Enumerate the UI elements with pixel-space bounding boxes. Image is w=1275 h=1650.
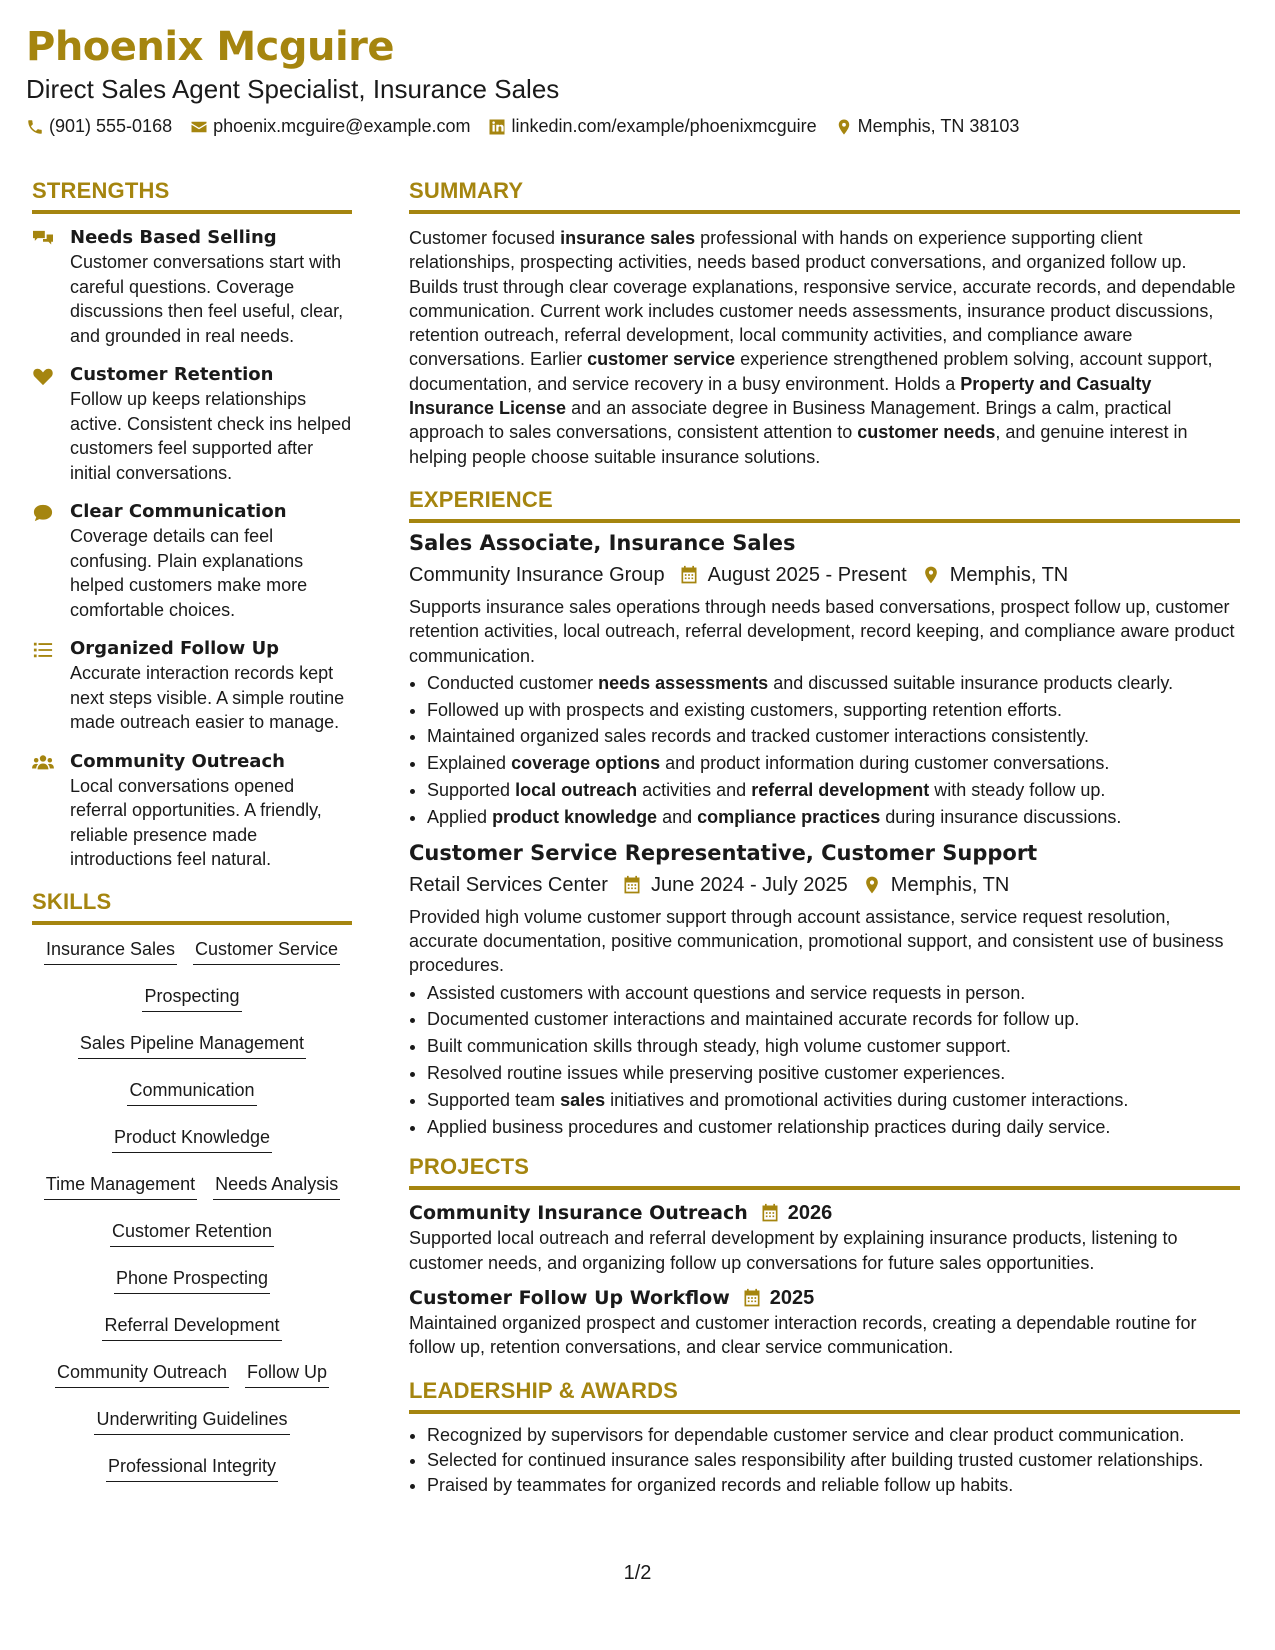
job-bullet (427, 1114, 1240, 1141)
project-header (409, 1285, 1240, 1311)
text-run: Conducted customer (427, 672, 599, 693)
text-run: Applied business procedures and customer relationship practices during daily service. (427, 1116, 1111, 1137)
experience-heading: EXPERIENCE (409, 486, 553, 512)
skill-tag: Insurance Sales (44, 937, 177, 965)
project-description: Supported local outreach and referral development by explaining insurance products, listening to customer needs, and organizing follow up conversations for future sales opportunities. (409, 1228, 1178, 1273)
phone-icon (26, 118, 44, 136)
skill-tag: Customer Retention (110, 1219, 274, 1247)
text-run: initiatives and promotional activities during customer interactions. (605, 1089, 1129, 1110)
awards-list (409, 1422, 1240, 1500)
skill-tag: Customer Service (193, 937, 340, 965)
skill-tag: Time Management (44, 1172, 197, 1200)
envelope-icon (190, 118, 208, 136)
bold-text: customer needs (857, 422, 996, 443)
strength-title: Needs Based Selling (70, 227, 277, 248)
strength-description: Customer conversations start with careful questions. Coverage discussions then feel useful, clear, and grounded in real needs. (70, 252, 344, 346)
skill-tag: Communication (127, 1078, 256, 1106)
text-run: Explained (427, 753, 512, 774)
strength-item (32, 750, 352, 872)
job-bullet (427, 697, 1240, 724)
job-meta (409, 871, 1240, 899)
text-run: , and genuine interest in helping people choose suitable insurance solutions. (409, 422, 1188, 467)
list-icon (32, 640, 54, 660)
job-bullet (427, 980, 1240, 1007)
skill-tag: Needs Analysis (213, 1172, 340, 1200)
job-entry (409, 529, 1240, 831)
skill-tag: Professional Integrity (106, 1454, 278, 1482)
bold-text: compliance practices (697, 806, 881, 827)
calendar-icon (760, 1203, 780, 1223)
skills-heading: SKILLS (32, 888, 112, 914)
text-run: professional with hands on experience supporting client relationships, prospecting activities, needs based product conversations, and organized follow up. Builds trust through clear coverage explanations, responsive service, accurate records, and dependable communication. Current work includes customer needs assessments, insurance product discussions, retention outreach, referral development, local community activities, and compliance aware conversations. Earlier (409, 228, 1236, 370)
strength-description: Local conversations opened referral opportunities. A friendly, reliable presence made introductions feel natural. (70, 775, 322, 869)
page-number: 1/2 (623, 1562, 652, 1584)
skill-tag: Underwriting Guidelines (94, 1407, 289, 1435)
users-icon (32, 753, 54, 773)
project-entry (409, 1285, 1240, 1360)
text-run: with steady follow up. (929, 780, 1106, 801)
calendar-icon (622, 875, 642, 895)
contact-location-text: Memphis, TN 38103 (857, 116, 1020, 136)
text-run: during insurance discussions. (880, 806, 1122, 827)
bold-text: referral development (751, 780, 930, 801)
strength-item (32, 363, 352, 485)
chat-bubbles-icon (32, 229, 54, 249)
strength-title: Organized Follow Up (70, 638, 280, 659)
contact-linkedin-text: linkedin.com/example/phoenixmcguire (511, 116, 817, 136)
skills-list (32, 937, 352, 1501)
text-run: Applied (427, 806, 493, 827)
bold-text: needs assessments (598, 672, 769, 693)
text-run: Customer focused (409, 228, 561, 248)
strength-item (32, 226, 352, 348)
candidate-title: Direct Sales Agent Specialist, Insurance Sales (26, 74, 560, 104)
award-item: • Recognized by supervisors for dependable customer service and clear product communication. (427, 1422, 1240, 1449)
bold-text: customer service (587, 349, 736, 370)
map-pin-icon (862, 875, 882, 895)
left-column (32, 176, 352, 1501)
text-run: experience strengthened problem solving, account support, documentation, and service recovery in a busy environment. Holds a (409, 349, 1213, 394)
job-bullet (427, 670, 1240, 697)
skill-tag: Referral Development (102, 1313, 281, 1341)
project-year: 2025 (769, 1286, 815, 1309)
text-run: Resolved routine issues while preserving positive customer experiences. (427, 1062, 1006, 1083)
strength-item (32, 637, 352, 735)
job-bullet (427, 723, 1240, 750)
job-bullets (409, 980, 1240, 1141)
award-item: • Selected for continued insurance sales responsibility after building trusted customer relationships. (427, 1448, 1240, 1472)
strengths-heading: STRENGTHS (32, 178, 170, 203)
job-title: Sales Associate, Insurance Sales (409, 530, 796, 555)
job-bullet (427, 1033, 1240, 1060)
job-title: Customer Service Representative, Customer Support (409, 840, 1038, 865)
text-run: Built communication skills through steady, high volume customer support. (427, 1036, 1011, 1057)
job-bullet (427, 1006, 1240, 1033)
job-meta (409, 561, 1240, 589)
text-run: Supported (427, 780, 516, 801)
skill-tag: Sales Pipeline Management (78, 1031, 306, 1059)
skill-tag: Community Outreach (55, 1360, 229, 1388)
text-run: Followed up with prospects and existing customers, supporting retention efforts. (427, 699, 1063, 720)
bold-text: Property and Casualty Insurance License (409, 373, 1152, 419)
contact-phone-text: (901) 555-0168 (49, 116, 173, 136)
contact-location (835, 116, 1020, 137)
strength-description: Accurate interaction records kept next steps visible. A simple routine made outreach easier to manage. (70, 663, 345, 732)
job-bullet (427, 804, 1240, 831)
job-location: Memphis, TN (949, 563, 1069, 586)
speech-bubble-icon (32, 503, 54, 523)
job-bullet (427, 1087, 1240, 1114)
job-company: Retail Services Center (409, 873, 608, 896)
job-bullet (427, 750, 1240, 777)
strength-description: Coverage details can feel confusing. Plain explanations helped customers make more comfortable choices. (70, 526, 308, 620)
job-dates: June 2024 - July 2025 (650, 873, 848, 896)
strength-title: Customer Retention (70, 364, 274, 385)
right-column (409, 176, 1240, 1499)
section-divider (409, 210, 1240, 214)
section-divider (409, 1186, 1240, 1190)
text-run: and an associate degree in Business Management. Brings a calm, practical approach to sales conversations, consistent attention to (409, 398, 1172, 443)
map-pin-icon (835, 118, 853, 136)
skill-tag: Phone Prospecting (114, 1266, 270, 1294)
job-bullet (427, 777, 1240, 804)
text-run: Maintained organized sales records and tracked customer interactions consistently. (427, 726, 1090, 747)
section-divider (409, 1410, 1240, 1414)
bold-text: product knowledge (492, 806, 658, 827)
text-run: and product information during customer conversations. (660, 753, 1110, 774)
text-run: and discussed suitable insurance products clearly. (768, 672, 1174, 693)
section-divider (32, 921, 352, 925)
strength-item (32, 500, 352, 622)
text-run: Supported team (427, 1089, 561, 1110)
job-location: Memphis, TN (890, 873, 1010, 896)
award-item: • Praised by teammates for organized records and reliable follow up habits. (427, 1472, 1240, 1499)
job-bullets (409, 670, 1240, 831)
calendar-icon (679, 565, 699, 585)
candidate-name: Phoenix Mcguire (26, 24, 395, 70)
heart-icon (32, 366, 54, 386)
job-entry (409, 839, 1240, 1141)
calendar-icon (742, 1288, 762, 1308)
bold-text: sales (560, 1089, 606, 1110)
job-description: Supports insurance sales operations through needs based conversations, prospect follow up, customer retention activities, local outreach, referral development, record keeping, and compliance aware product communication. (409, 596, 1235, 666)
skill-tag: Follow Up (245, 1360, 329, 1388)
skill-tag: Product Knowledge (112, 1125, 272, 1153)
project-title: Community Insurance Outreach (409, 1202, 748, 1225)
job-description: Provided high volume customer support through account assistance, service request resolution, accurate documentation, positive communication, promotional support, and consistent use of business procedures. (409, 906, 1224, 976)
contact-bar (26, 116, 1249, 137)
skill-tag: Prospecting (142, 984, 241, 1012)
summary-text (409, 226, 1240, 469)
job-dates: August 2025 - Present (707, 563, 907, 586)
text-run: activities and (637, 780, 752, 801)
bold-text: insurance sales (560, 228, 696, 248)
contact-email[interactable] (190, 116, 470, 137)
job-bullet (427, 1060, 1240, 1087)
project-description: Maintained organized prospect and customer interaction records, creating a dependable routine for follow up, retention conversations, and clear service communication. (409, 1312, 1197, 1358)
projects-heading: PROJECTS (409, 1154, 530, 1180)
project-title: Customer Follow Up Workflow (409, 1286, 730, 1309)
project-header (409, 1200, 1240, 1226)
strength-title: Clear Communication (70, 501, 287, 522)
contact-email-text: phoenix.mcguire@example.com (213, 116, 471, 136)
bold-text: coverage options (511, 753, 661, 774)
strength-title: Community Outreach (70, 750, 285, 772)
text-run: Assisted customers with account questions and service requests in person. (427, 982, 1026, 1003)
project-year: 2026 (787, 1202, 833, 1225)
contact-phone[interactable] (26, 116, 172, 137)
section-divider (409, 519, 1240, 523)
map-pin-icon (921, 565, 941, 585)
text-run: and (657, 806, 698, 827)
job-company: Community Insurance Group (409, 563, 665, 586)
resume-header (26, 20, 1249, 137)
text-run: Documented customer interactions and maintained accurate records for follow up. (427, 1009, 1080, 1030)
awards-heading: LEADERSHIP & AWARDS (409, 1377, 679, 1403)
bold-text: local outreach (515, 780, 638, 801)
summary-heading: SUMMARY (409, 178, 524, 203)
contact-linkedin[interactable] (488, 116, 816, 137)
section-divider (32, 210, 352, 214)
strength-description: Follow up keeps relationships active. Consistent check ins helped customers feel supported after initial conversations. (70, 389, 352, 483)
project-entry (409, 1200, 1240, 1275)
linkedin-icon (488, 118, 506, 136)
